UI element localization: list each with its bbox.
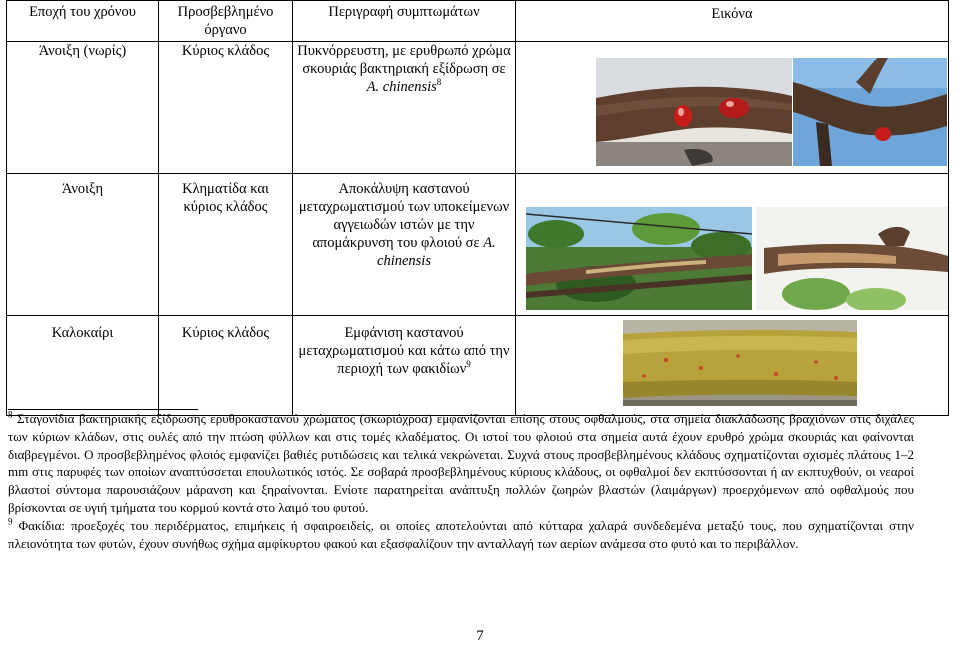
vascular-discoloration-photo <box>516 174 948 310</box>
header-symptoms: Περιγραφή συμπτωμάτων <box>293 1 516 42</box>
table-row <box>7 316 949 416</box>
organ-cell: Κύριος κλάδος <box>159 316 293 416</box>
exudate-photo <box>516 42 948 168</box>
organ-cell: Κύριος κλάδος <box>159 42 293 174</box>
footnote-number: 8 <box>8 409 13 420</box>
symptoms-cell <box>293 174 516 316</box>
footnote-9 <box>8 517 914 553</box>
organ-cell: Κληματίδα και κύριος κλάδος <box>159 174 293 316</box>
footnotes <box>8 410 914 552</box>
symptoms-text: Αποκάλυψη καστανού μεταχρωματισμού των υποκείμενων αγγειωδών ιστών με την απομάκρυνση του φλοιού σε <box>298 181 510 251</box>
header-image: Εικόνα <box>516 1 949 42</box>
footnote-ref: 9 <box>466 359 471 370</box>
footnote-text: Φακίδια: προεξοχές του περιδέρματος, επιμήκεις ή σφαιροειδείς, οι οποίες αποτελούνται από κύτταρα χαλαρά συνδεδεμένα μεταξύ τους, που σχηματίζονται στην πλειονότητα των φυτών, έχουν συνήθως σχήμα αμφίκυρτου φακού και εξασφαλίζουν την ανταλλαγή των αερίων ανάμεσα στο φυτό και το περιβάλλον. <box>8 517 915 551</box>
symptoms-table <box>6 0 949 416</box>
image-cell <box>516 42 949 174</box>
symptoms-text: Εμφάνιση καστανού μεταχρωματισμού και κάτω από την περιοχή των φακιδίων <box>298 325 510 377</box>
footnote-8 <box>8 410 914 517</box>
image-cell <box>516 316 949 416</box>
page-number: 7 <box>476 628 484 644</box>
species-name: A. chinensis <box>377 235 496 269</box>
season-cell: Άνοιξη (νωρίς) <box>7 42 159 174</box>
table-row <box>7 42 949 174</box>
image-cell <box>516 174 949 316</box>
season-cell: Καλοκαίρι <box>7 316 159 416</box>
footnote-ref: 8 <box>436 77 442 88</box>
header-season: Εποχή του χρόνου <box>7 1 159 42</box>
footnote-text: Σταγονίδια βακτηριακής εξίδρωσης ερυθροκαστανού χρώματος (σκωριόχροα) εμφανίζονται επίσης στους οφθαλμούς, στα σημεία διακλάδωσης βραχιόνων στις διχάλες των κύριων κλάδων, στις ουλές από την πτώση φύλλων και στις τομές κλαδέματος. Οι ιστοί του φλοιού στα σημεία αυτά έχουν ερυθρό χρώμα σκουριάς και φαίνονται διαβρεγμένοι. Ο προσβεβλημένος φλοιός εμφανίζει βαθιές ρυτιδώσεις και τελικά νεκρώνεται. Συχνά στους προσβεβλημένους κλάδους σχηματίζονται σχισμές πλάτους 1–2 mm στις παρυφές των οποίων αναπτύσσεται επουλωτικός ιστός. Σε σοβαρά προσβεβλημένους κύριους κλάδους, οι οφθαλμοί δεν εκπτύσσονται ή αν εκπτυχθούν, οι νεαροί βλαστοί σύντομα παρουσιάζουν μάρανση και ξηραίνονται. Ενίοτε παρατηρείται ανάπτυξη πολλών ζωηρών βλαστών (λαιμάργων) προερχόμενων από οφθαλμούς που βρίσκονται σε υγιή τμήματα του κορμού κοντά στο λαιμό του φυτού. <box>8 411 915 515</box>
symptoms-cell <box>293 316 516 416</box>
table-header-row <box>7 1 949 42</box>
footnote-number: 9 <box>8 516 13 527</box>
season-cell: Άνοιξη <box>7 174 159 316</box>
lenticel-photo <box>516 316 948 409</box>
header-organ: Προσβεβλημένο όργανο <box>159 1 293 42</box>
symptoms-cell <box>293 42 516 174</box>
symptoms-text: Πυκνόρρευστη, με ερυθρωπό χρώμα σκουριάς βακτηριακή εξίδρωση σε <box>297 43 511 77</box>
species-name: A. chinensis <box>366 79 437 95</box>
table-row <box>7 174 949 316</box>
